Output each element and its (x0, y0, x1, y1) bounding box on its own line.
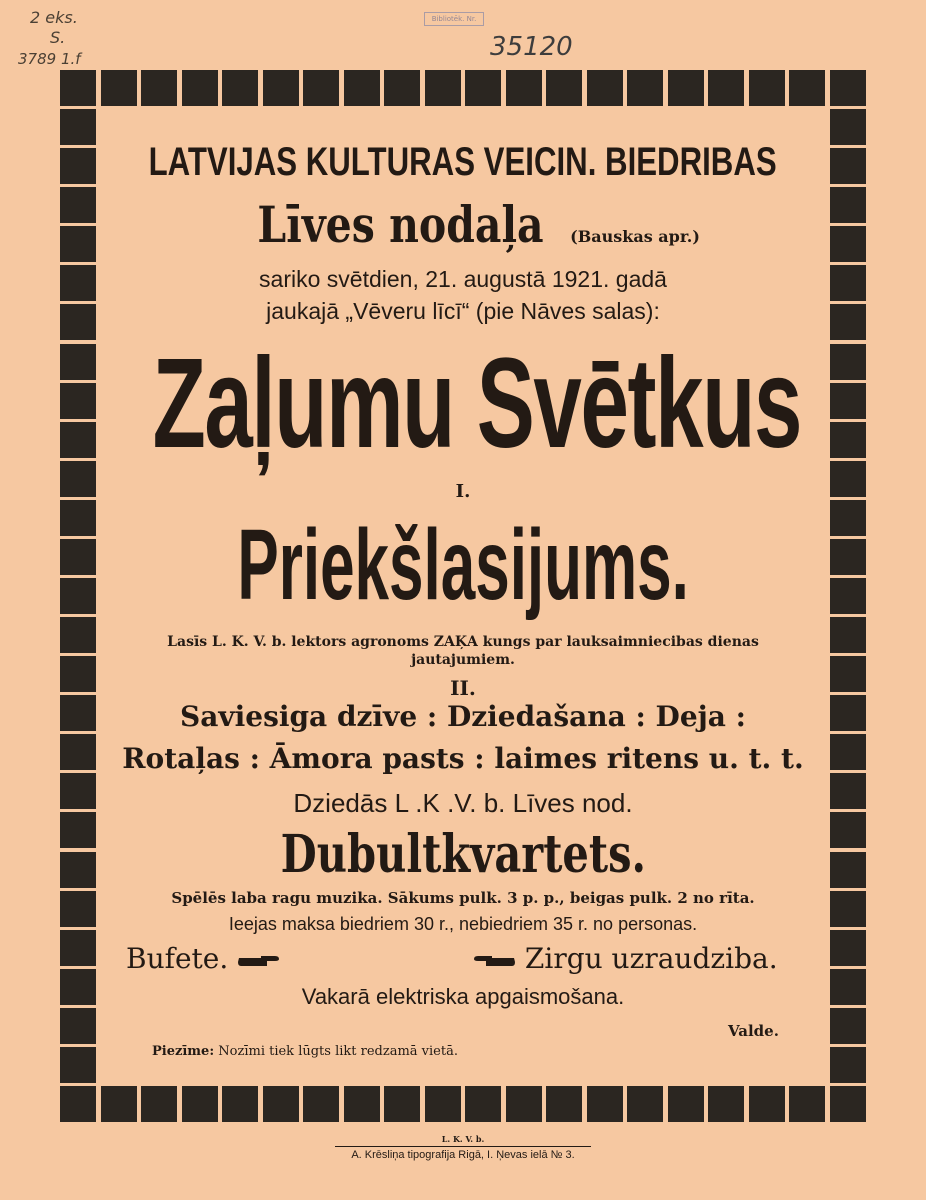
border-square (384, 70, 420, 106)
note-line: Piezīme: Nozīmi tiek lūgts likt redzamā vietā. (152, 1044, 458, 1059)
border-square (506, 70, 542, 106)
border-square (344, 70, 380, 106)
lecture-line-2: jautajumiem. (411, 652, 515, 668)
border-square (546, 1086, 582, 1122)
border-square (546, 70, 582, 106)
border-square (222, 70, 258, 106)
handwritten-catalog-number: 35120 (490, 32, 573, 62)
border-square (789, 1086, 825, 1122)
lighting-line: Vakarā elektriska apgaismošana. (301, 984, 625, 1009)
border-square (668, 70, 704, 106)
border-square (465, 1086, 501, 1122)
program-line-1: Saviesiga dzīve : Dziedašana : Deja : (179, 700, 747, 733)
border-square (668, 1086, 704, 1122)
border-square (60, 930, 96, 966)
handwritten-copies-note: 2 eks. (30, 8, 78, 27)
border-square (830, 1047, 866, 1083)
border-square (627, 1086, 663, 1122)
border-square (465, 70, 501, 106)
part-two-numeral: II. (450, 676, 476, 700)
border-square (789, 70, 825, 106)
border-square (587, 1086, 623, 1122)
border-square (587, 70, 623, 106)
border-square (749, 70, 785, 106)
border-square (182, 1086, 218, 1122)
border-square (263, 70, 299, 106)
part-one-title: Priekšlasijums. (237, 509, 689, 621)
branch-heading: Līves nodaļa (Bauskas apr.) (257, 195, 700, 254)
horse-watch-note: Zirgu uzraudziba. (472, 942, 778, 975)
border-square (182, 70, 218, 106)
border-square (101, 70, 137, 106)
border-square (749, 1086, 785, 1122)
border-square (263, 1086, 299, 1122)
border-square (101, 1086, 137, 1122)
border-square (627, 70, 663, 106)
border-square (830, 70, 866, 106)
music-and-time-line: Spēlēs laba ragu muzika. Sākums pulk. 3 p. p., beigas pulk. 2 no rīta. (171, 889, 755, 907)
border-square (830, 1008, 866, 1044)
border-square (60, 70, 96, 106)
lecture-line-1: Lasīs L. K. V. b. lektors agronoms ZAĶA kungs par lauksaimniecibas dienas (167, 634, 759, 650)
imprint-printer: A. Krēsliņa tipografija Rigā, I. Ņevas ielā № 3. (351, 1149, 575, 1161)
border-square (344, 1086, 380, 1122)
society-heading: LATVIJAS KULTURAS VEICIN. BIEDRIBAS (148, 140, 778, 184)
entry-fee-line: Ieejas maksa biedriem 30 r., nebiedriem 35 r. no personas. (228, 914, 698, 934)
border-square (141, 1086, 177, 1122)
program-line-2: Rotaļas : Āmora pasts : laimes ritens u. t. t. (122, 742, 804, 775)
festival-title: Zaļumu Svētkus (152, 332, 802, 475)
border-square (708, 1086, 744, 1122)
place-line: jaukajā „Vēveru līcī“ (pie Nāves salas): (266, 298, 660, 324)
border-square (60, 1047, 96, 1083)
choir-name: Dubultkvartets. (280, 824, 646, 885)
border-square (830, 1086, 866, 1122)
border-square (830, 930, 866, 966)
choir-line: Dziedās L .K .V. b. Līves nod. (293, 788, 633, 818)
part-one-numeral: I. (455, 481, 471, 502)
border-square (303, 1086, 339, 1122)
border-square (425, 70, 461, 106)
border-square (708, 70, 744, 106)
signature: Valde. (728, 1022, 779, 1040)
handwritten-s-note: S. (50, 28, 66, 47)
imprint-org: L. K. V. b. (441, 1134, 485, 1144)
border-square (60, 1008, 96, 1044)
border-square (425, 1086, 461, 1122)
border-square (303, 70, 339, 106)
border-square (506, 1086, 542, 1122)
buffet-note: Bufete. (126, 942, 281, 975)
handwritten-inventory-note: 3789 1.f (18, 50, 81, 68)
date-line: sariko svētdien, 21. augustā 1921. gadā (259, 266, 667, 292)
pointing-hand-right-icon (237, 953, 281, 969)
pointing-hand-left-icon (472, 953, 516, 969)
border-square (384, 1086, 420, 1122)
imprint-rule (335, 1146, 591, 1147)
border-square (222, 1086, 258, 1122)
border-square (141, 70, 177, 106)
library-stamp: Bibliotēk. Nr. (424, 12, 484, 26)
border-square (60, 1086, 96, 1122)
